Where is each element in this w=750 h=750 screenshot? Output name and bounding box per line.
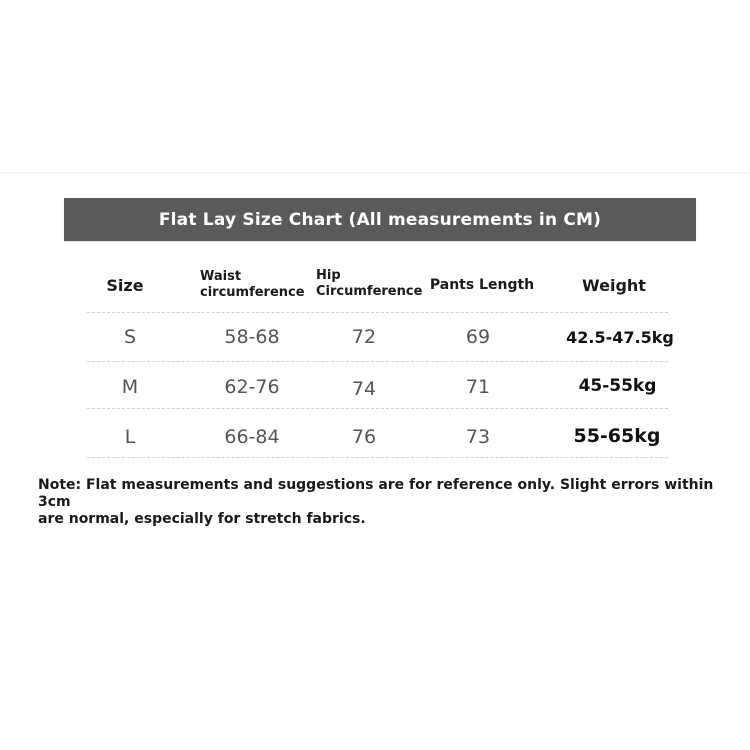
top-divider xyxy=(0,172,750,173)
cell-size: M xyxy=(121,376,139,398)
row-divider xyxy=(87,408,668,409)
row-divider xyxy=(87,361,668,362)
cell-waist: 66-84 xyxy=(224,426,280,448)
cell-size: L xyxy=(124,426,136,448)
note-line-2: are normal, especially for stretch fabrics. xyxy=(38,511,366,527)
note-line-1: Note: Flat measurements and suggestions are for reference only. Slight errors within 3cm xyxy=(38,477,714,510)
cell-pants-length: 69 xyxy=(465,326,491,348)
row-divider xyxy=(87,457,668,458)
cell-waist: 58-68 xyxy=(224,326,280,348)
cell-pants-length: 71 xyxy=(465,376,491,398)
row-divider xyxy=(87,312,668,313)
chart-title: Flat Lay Size Chart (All measurements in CM) xyxy=(158,209,602,230)
header-hip-line2: Circumference xyxy=(316,284,423,299)
cell-hip: 74 xyxy=(351,378,377,400)
cell-size: S xyxy=(123,326,137,348)
title-bar xyxy=(64,198,696,241)
cell-weight: 42.5-47.5kg xyxy=(566,327,674,347)
header-hip-line1: Hip xyxy=(316,268,341,283)
header-pants-length: Pants Length xyxy=(429,277,535,293)
header-size: Size xyxy=(106,275,144,295)
header-waist xyxy=(200,269,310,305)
header-waist-line2: circumference xyxy=(200,285,305,300)
cell-waist: 62-76 xyxy=(224,376,280,398)
header-weight: Weight xyxy=(582,275,646,295)
cell-pants-length: 73 xyxy=(465,426,491,448)
header-waist-line1: Waist xyxy=(200,269,242,284)
cell-weight: 45-55kg xyxy=(578,376,657,396)
disclaimer-note xyxy=(38,477,728,528)
cell-hip: 72 xyxy=(351,326,377,348)
header-hip xyxy=(316,268,426,304)
cell-weight: 55-65kg xyxy=(573,425,661,447)
cell-hip: 76 xyxy=(351,426,377,448)
